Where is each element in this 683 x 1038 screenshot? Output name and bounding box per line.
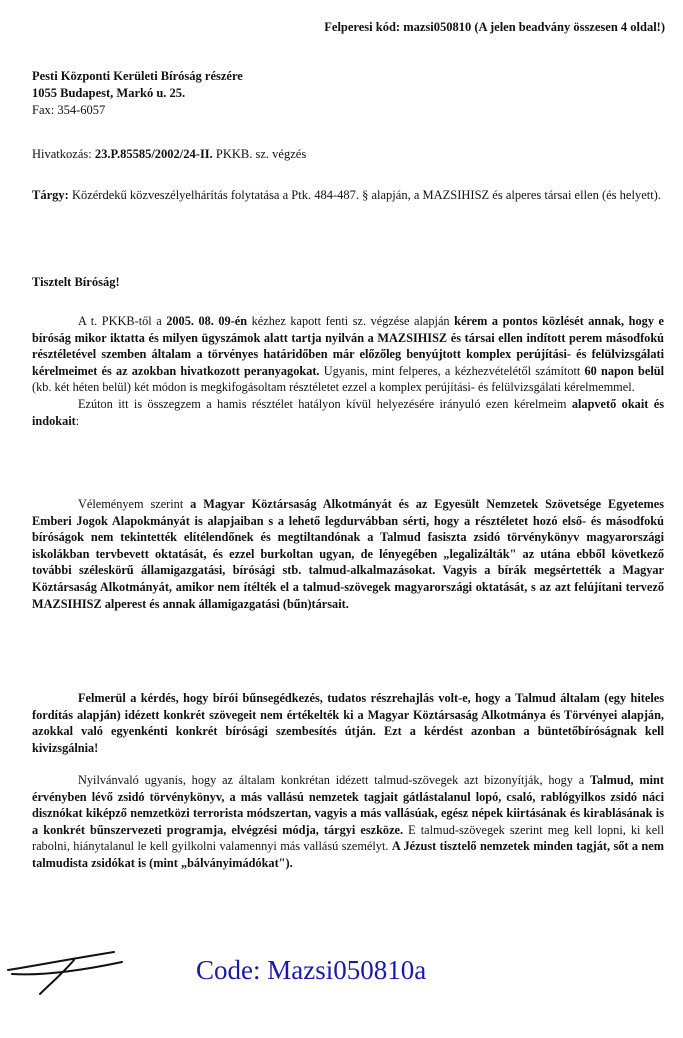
text-run: Véleményem szerint [78,497,191,511]
paragraph-4-main [32,772,664,872]
reference-suffix: PKKB. sz. végzés [215,147,307,161]
paragraph-2 [32,496,664,612]
addressee-fax: Fax: 354-6057 [32,103,106,117]
text-run: Ugyanis, mint felperes, a kézhezvételétől számított [319,363,585,378]
text-run-bold: A Jézust tisztelő nemzetek minden tagját, sőt a nem talmudista zsidókat is (mint „bálványimádókat"). [32,839,664,870]
text-run-bold: 2005. 08. 09-én [166,314,248,328]
paragraph-3 [32,690,664,756]
text-run: kézhez kapott fenti sz. végzése alapján [247,314,455,328]
reference-number: 23.P.85585/2002/24-II. [94,147,213,161]
paragraph-3-main [32,690,664,756]
subject-label: Tárgy: [32,188,69,202]
document-code-footer: Code: Mazsi050810a [196,955,427,985]
text-run: A t. PKKB-től a [78,314,167,328]
paragraph-1 [32,313,664,429]
addressee-address: 1055 Budapest, Markó u. 25. [32,86,186,100]
text-run-bold: Felmerül a kérdés, hogy bírói bűnsegédkezés, tudatos részrehajlás volt-e, hogy a Talmud általam (egy hiteles fordítás alapján) idézett konkrét szövegeit nem értékelték ki a Magyar Köztársaság Alkotmánya és Törvényei alapján, azokkal való egyenkénti konkrét bírósági szembesítés útján. Ezt a kérdést azonban a büntetőbíróságnak kell kivizsgálnia! [32,691,664,755]
subject-text: Közérdekű közveszélyelhárítás folytatása a Ptk. 484-487. § alapján, a MAZSIHISZ és alperes társai ellen (és helyett). [71,188,661,202]
handwritten-signature [4,940,154,1000]
text-run: Ezúton itt is összegzem a hamis résztélet hatályon kívül helyezésére irányuló ezen kérelmeim [78,396,572,411]
paragraph-4 [32,772,664,872]
text-run-bold: alapvető okait és indokait [32,396,664,428]
text-run: (kb. két héten belül) két módon is megkifogásoltam résztéletet ezzel a komplex perújítási- és felülvizsgálati kérelmemmel. [32,380,635,395]
addressee-court: Pesti Központi Kerületi Bíróság részére [32,69,243,83]
reference-label: Hivatkozás: [32,147,92,161]
subject-line [32,187,662,204]
text-run: : [75,413,80,428]
paragraph-1-main [32,313,664,396]
addressee-block [32,68,243,119]
text-run-bold: a Magyar Köztársaság Alkotmányát és az Egyesült Nemzetek Szövetsége Egyetemes Emberi Jogok Alapokmányát is alapjaiban s a lehető legdurvábban sérti, hogy a résztéletet hozó első- és másodfokú bíróságok nem tekintették elítélendőnek és megtiltandónak a Talmud fasiszta zsidó törvénykönyv magyarországi iskolákban tervbevett oktatását, és ezzel burkoltan ugyan, de lényegében „legalizálták" az utána ebből következő további széleskörű államigazgatási, bírósági stb. talmud-alkalmazásokat. [32,497,665,578]
salutation: Tisztelt Bíróság! [32,275,120,289]
paragraph-2-main [32,496,664,612]
reference-line [32,147,306,162]
text-run-bold: kérem a pontos közlését annak, hogy e bíróság mikor iktatta és milyen ügyszámok alatt tartja nyilván a MAZSIHISZ és társai ellen indított perem másodfokú résztéletével szemben általam a törvényes határidőben már előzőleg benyújtott komplex perújítási- és felülvizsgálati kérelmeimet és az azokban hivatkozott peranyagokat. [32,314,664,378]
text-run-bold: 60 napon belül [584,363,664,378]
text-run-bold: Talmud, mint érvényben lévő zsidó törvénykönyv, a más vallású nemzetek tagjait gátlástalanul lopó, csaló, rablógyilkos zsidó náci disznókat kiképző nemzetközi terrorista módszertan, vagyis a más vallásúak, egész népek kiirtásának és kirablásának is a konkrét bűnszervezeti programja, elvégzési módja, tárgyi eszköze. [32,773,664,837]
text-run-bold: Vagyis a bírák megsértették a Magyar Köztársaság Alkotmányát, amikor nem ítélték el a talmud-szövegek magyarországi oktatását, s az azt felújítani tervező MAZSIHISZ alperest és annak államigazgatási (bűn)társait. [32,563,664,611]
text-run: E talmud-szövegek szerint meg kell lopni, ki kell rabolni, hiánytalanul le kell gyilkolni valamennyi más vallású személyt. [32,822,664,854]
text-run: Nyilvánvaló ugyanis, hogy az általam konkrétan idézett talmud-szövegek azt bizonyítják, hogy a [78,773,590,787]
paragraph-1-summary [32,396,664,429]
plaintiff-code-header: Felperesi kód: mazsi050810 (A jelen beadvány összesen 4 oldal!) [324,20,665,34]
